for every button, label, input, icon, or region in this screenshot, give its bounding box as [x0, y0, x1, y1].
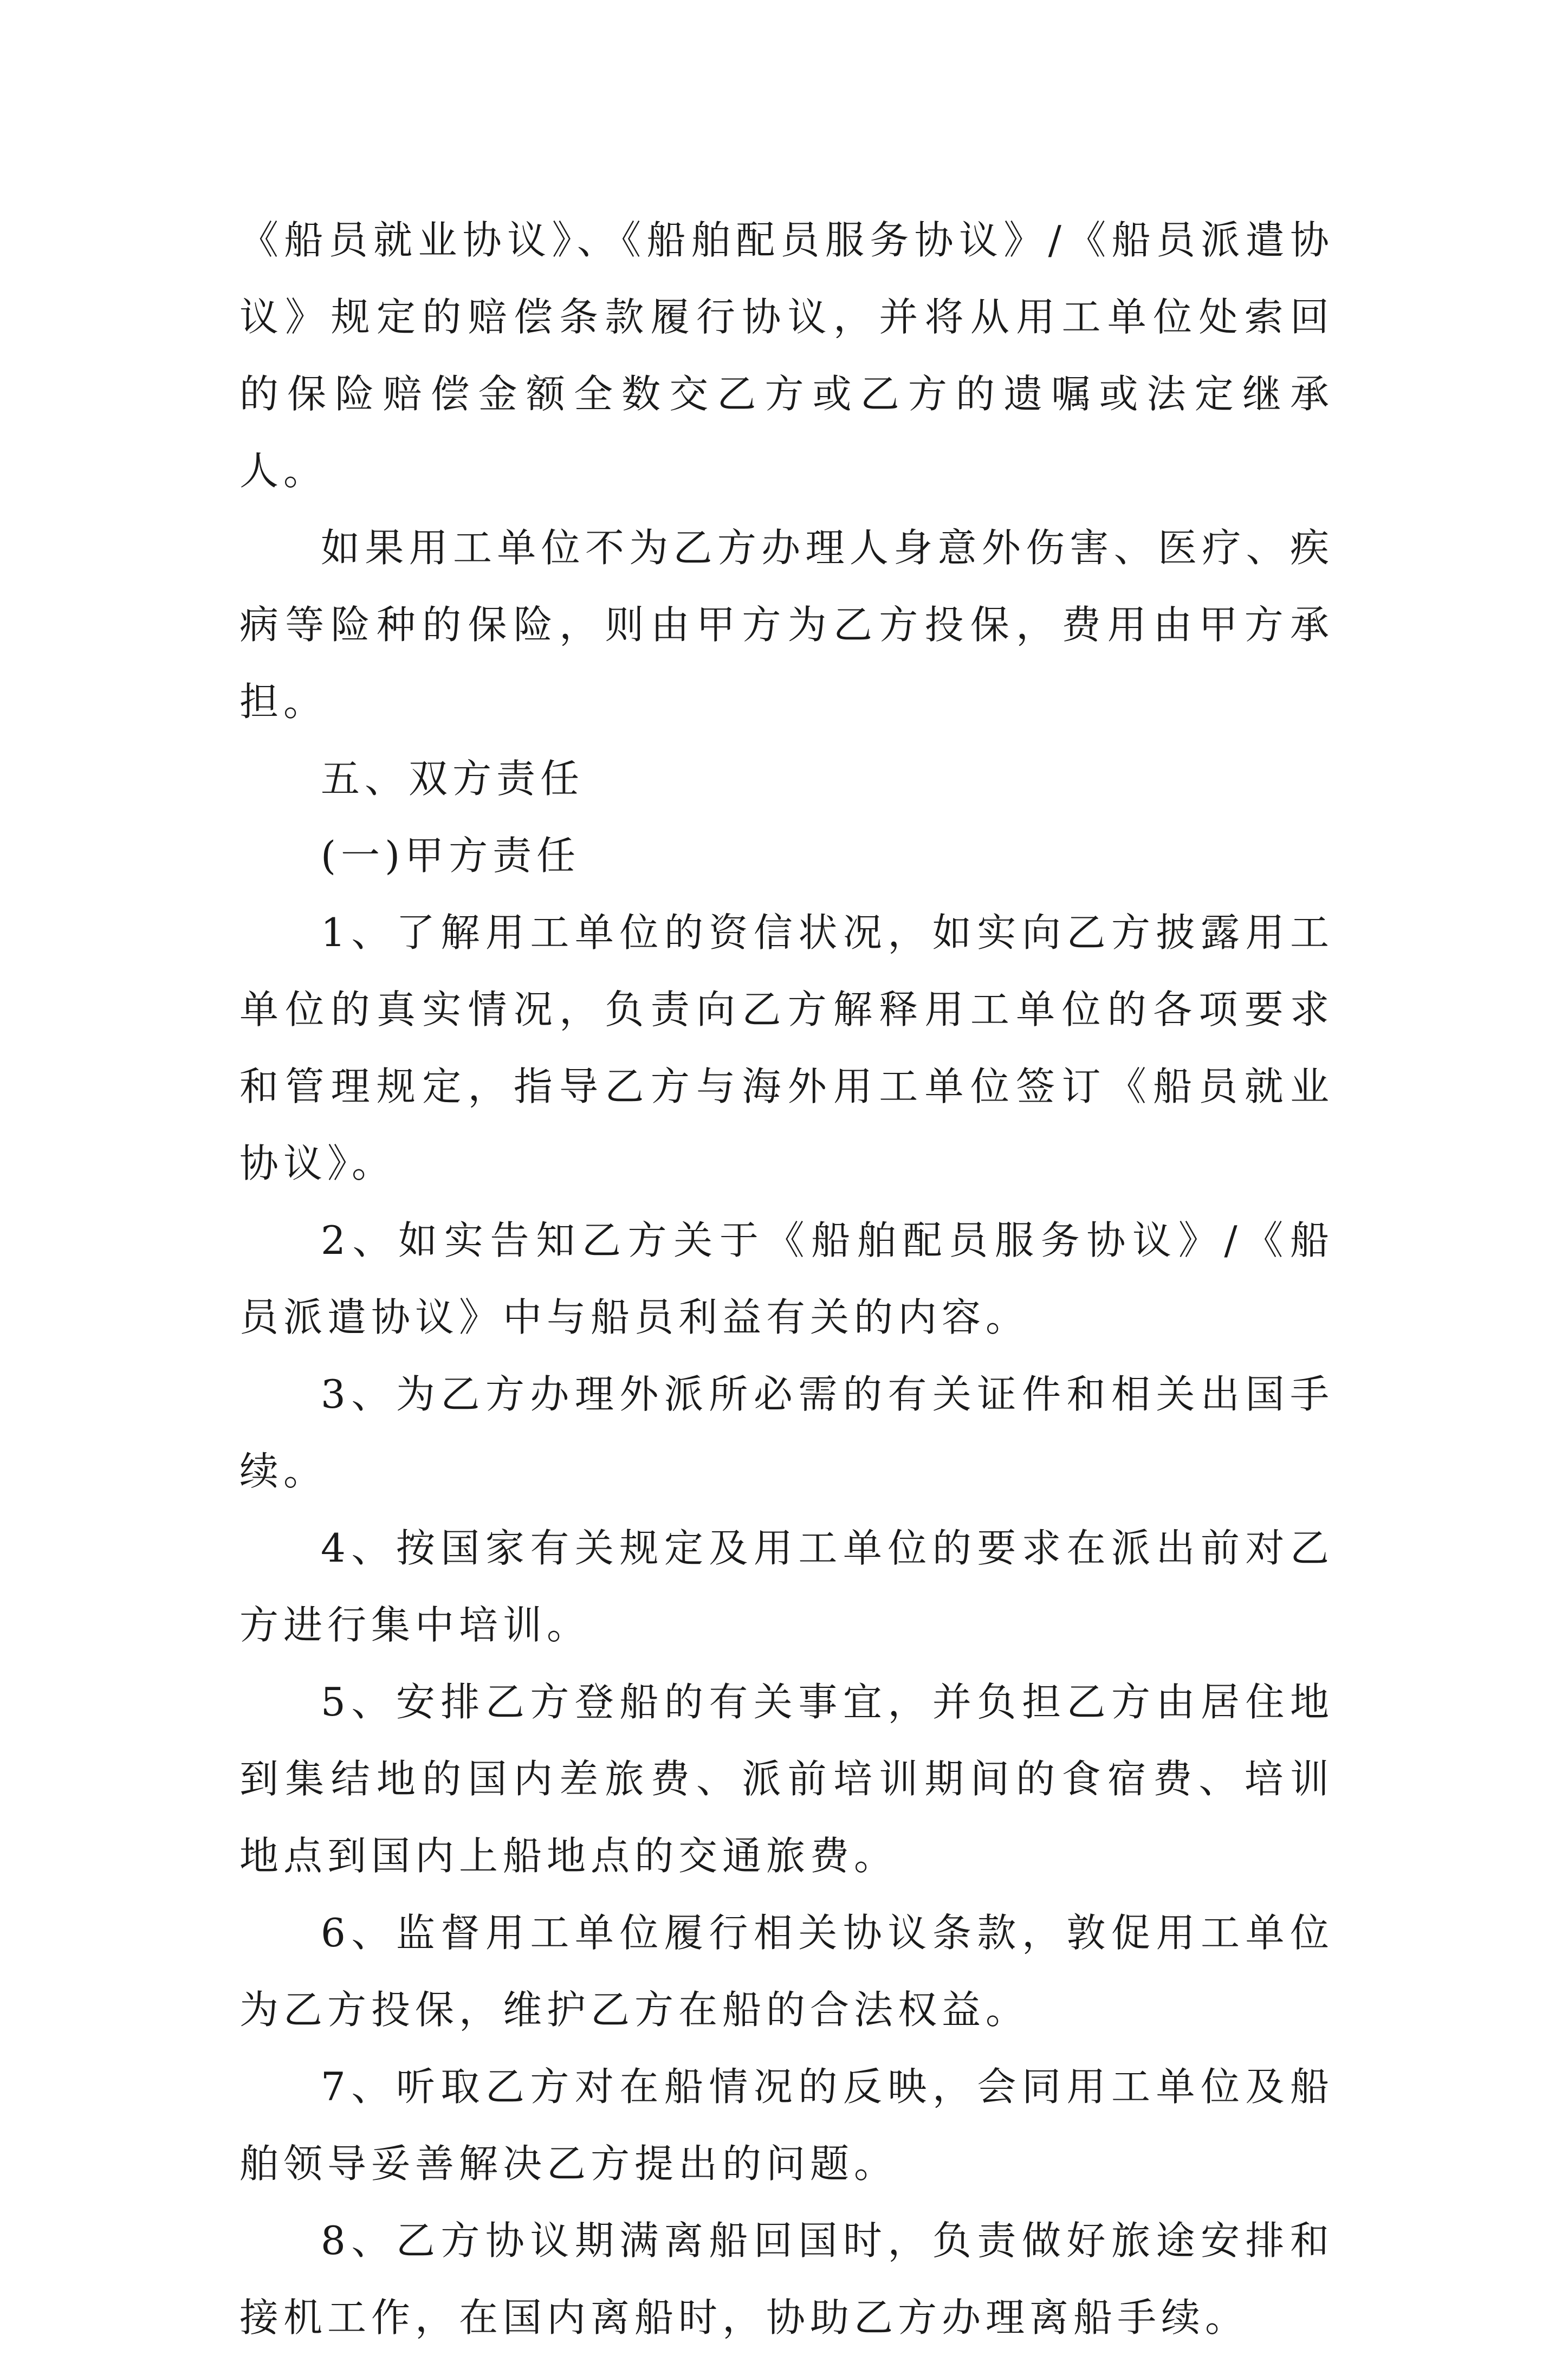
clause-5: 5、安排乙方登船的有关事宜，并负担乙方由居住地到集结地的国内差旅费、派前培训期间的食宿费、培训地点到国内上船地点的交通旅费。	[239, 1679, 1334, 1879]
paragraph-insurance: 如果用工单位不为乙方办理人身意外伤害、医疗、疾病等险种的保险，则由甲方为乙方投保，费用由甲方承担。	[239, 525, 1334, 724]
subsection-heading: (一)甲方责任	[321, 833, 581, 878]
paragraph-continuation: 《船员就业协议》、《船舶配员服务协议》/《船员派遣协议》规定的赔偿条款履行协议，并将从用工单位处索回的保险赔偿金额全数交乙方或乙方的遗嘱或法定继承人。	[239, 217, 1334, 494]
clause-1: 1、了解用工单位的资信状况，如实向乙方披露用工单位的真实情况，负责向乙方解释用工单位的各项要求和管理规定，指导乙方与海外用工单位签订《船员就业协议》。	[239, 910, 1334, 1186]
clause-2: 2、如实告知乙方关于《船舶配员服务协议》/《船员派遣协议》中与船员利益有关的内容。	[239, 1218, 1334, 1340]
clause-8: 8、乙方协议期满离船回国时，负责做好旅途安排和接机工作，在国内离船时，协助乙方办理离船手续。	[239, 2218, 1334, 2340]
clause-7: 7、听取乙方对在船情况的反映，会同用工单位及船舶领导妥善解决乙方提出的问题。	[239, 2064, 1334, 2186]
section-heading: 五、双方责任	[321, 756, 585, 801]
clause-4: 4、按国家有关规定及用工单位的要求在派出前对乙方进行集中培训。	[239, 1525, 1334, 1648]
clause-3: 3、为乙方办理外派所必需的有关证件和相关出国手续。	[239, 1371, 1334, 1494]
clause-6: 6、监督用工单位履行相关协议条款，敦促用工单位为乙方投保，维护乙方在船的合法权益。	[239, 1910, 1334, 2033]
document-body	[239, 202, 1334, 2356]
